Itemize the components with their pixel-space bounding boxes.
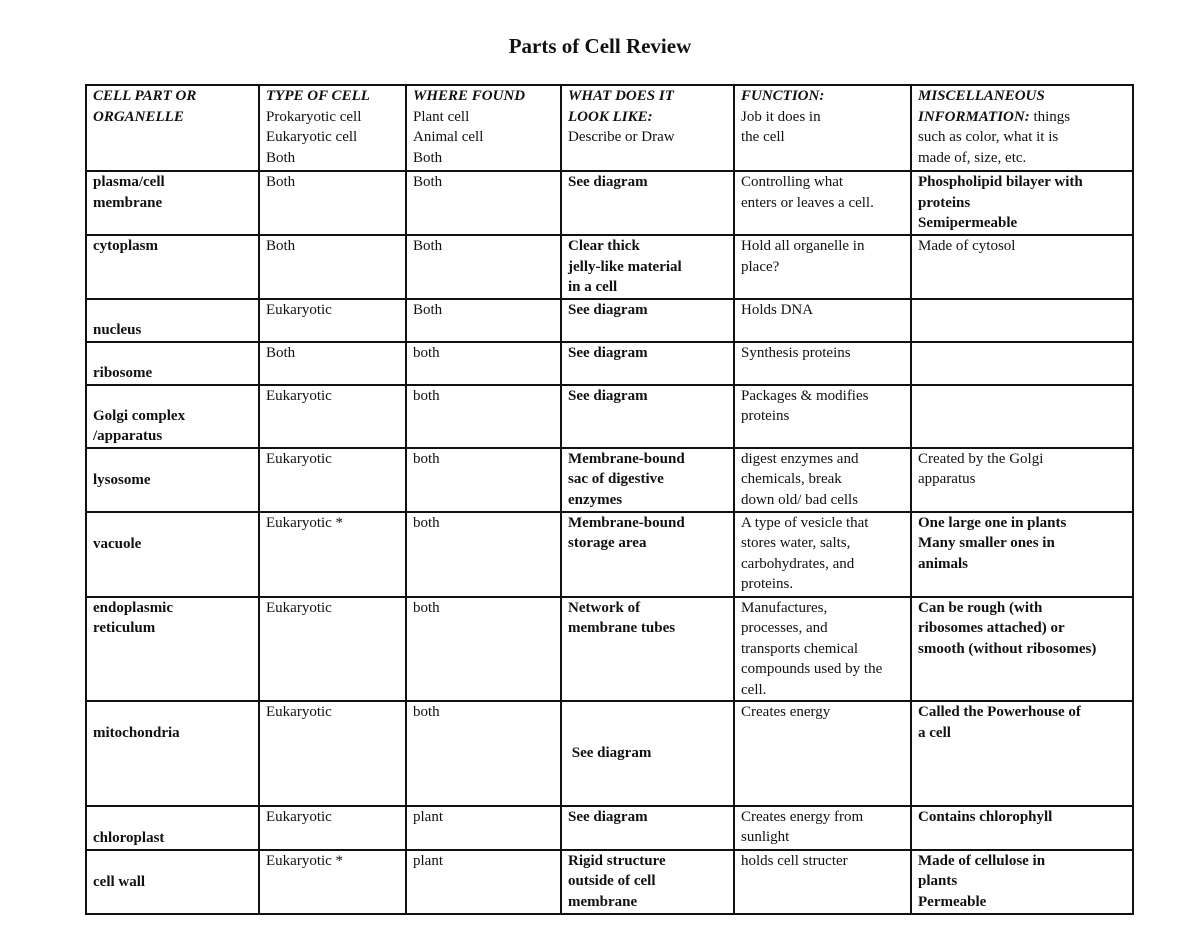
look-line: enzymes (568, 491, 623, 508)
table-row (86, 597, 1133, 702)
part-line: cytoplasm (93, 238, 158, 254)
function-cell (734, 342, 911, 385)
misc-cell (911, 235, 1133, 299)
misc-line: Made of cytosol (918, 238, 1016, 254)
part-line: reticulum (93, 620, 156, 636)
part-line: chloroplast (93, 830, 165, 846)
header-where-option: Animal cell (413, 129, 484, 145)
header-function-sub-1: Job it does in (741, 108, 821, 125)
function-line: down old/ bad cells (741, 491, 859, 508)
header-misc-label-2: INFORMATION: (918, 108, 1030, 125)
type-cell: Eukaryotic (259, 806, 406, 850)
header-where-option: Both (413, 149, 443, 166)
where-cell: both (406, 342, 561, 385)
look-line: outside of cell (568, 873, 656, 889)
look-line: See diagram (568, 301, 648, 318)
where-cell: plant (406, 850, 561, 914)
look-cell (561, 299, 734, 342)
function-cell (734, 171, 911, 235)
type-cell: Eukaryotic (259, 597, 406, 702)
part-cell (86, 342, 259, 385)
function-line: Holds DNA (741, 301, 814, 318)
look-cell (561, 235, 734, 299)
look-line: See diagram (568, 344, 648, 361)
look-cell (561, 597, 734, 702)
look-cell (561, 512, 734, 597)
function-line: Packages & modifies (741, 387, 869, 404)
function-line: carbohydrates, and (741, 555, 855, 572)
function-cell (734, 701, 911, 806)
function-cell (734, 512, 911, 597)
where-cell: both (406, 448, 561, 512)
table-row (86, 512, 1133, 597)
where-cell: both (406, 701, 561, 806)
look-line: Clear thick (568, 238, 640, 254)
look-line: See diagram (568, 745, 652, 761)
function-line: sunlight (741, 829, 790, 845)
header-type-option: Eukaryotic cell (266, 129, 358, 145)
misc-cell (911, 806, 1133, 850)
function-line: stores water, salts, (741, 535, 851, 551)
misc-line: apparatus (918, 471, 976, 487)
look-cell (561, 448, 734, 512)
header-cell-function (734, 85, 911, 171)
header-misc-label-tail: things (1029, 108, 1071, 125)
misc-line: plants (918, 873, 958, 889)
table-row (86, 701, 1133, 806)
part-line: /apparatus (93, 428, 163, 444)
misc-cell (911, 512, 1133, 597)
part-cell (86, 850, 259, 914)
function-cell (734, 850, 911, 914)
look-cell (561, 385, 734, 448)
table-row (86, 299, 1133, 342)
look-line: membrane (568, 893, 638, 910)
where-cell: both (406, 597, 561, 702)
type-cell: Eukaryotic (259, 385, 406, 448)
part-line: ribosome (93, 365, 153, 381)
function-line: Manufactures, (741, 599, 828, 616)
look-line: storage area (568, 535, 647, 551)
type-cell: Both (259, 342, 406, 385)
function-cell (734, 299, 911, 342)
look-cell (561, 806, 734, 850)
header-function-label: FUNCTION: (741, 88, 825, 104)
misc-line: Created by the Golgi (918, 450, 1044, 467)
function-line: transports chemical (741, 640, 859, 657)
part-line: vacuole (93, 535, 142, 552)
table-row (86, 850, 1133, 914)
misc-line: Semipermeable (918, 215, 1018, 231)
header-cell-misc (911, 85, 1133, 171)
look-line: Membrane-bound (568, 450, 685, 467)
look-line: Membrane-bound (568, 514, 685, 531)
part-line: plasma/cell (93, 174, 165, 190)
header-row (86, 85, 1133, 171)
look-line: in a cell (568, 279, 618, 295)
look-line: sac of digestive (568, 471, 664, 487)
look-line: See diagram (568, 174, 648, 190)
look-line: jelly-like material (568, 258, 682, 275)
part-cell (86, 235, 259, 299)
table-row (86, 448, 1133, 512)
header-look-line-1: WHAT DOES IT (568, 88, 674, 104)
part-line: Golgi complex (93, 407, 186, 424)
function-line: digest enzymes and (741, 450, 859, 467)
look-cell (561, 701, 734, 806)
misc-line: animals (918, 555, 969, 572)
type-cell: Eukaryotic (259, 701, 406, 806)
function-cell (734, 597, 911, 702)
header-misc-line-2 (918, 107, 1126, 128)
type-cell: Eukaryotic (259, 448, 406, 512)
function-line: cell. (741, 681, 767, 698)
part-cell (86, 701, 259, 806)
part-cell (86, 171, 259, 235)
table-row (86, 235, 1133, 299)
part-line: endoplasmic (93, 599, 174, 616)
header-type-option: Both (266, 149, 296, 166)
header-cell-where (406, 85, 561, 171)
look-cell (561, 342, 734, 385)
part-cell (86, 385, 259, 448)
header-part-line-2: ORGANELLE (93, 108, 184, 125)
header-misc-line-1: MISCELLANEOUS (918, 88, 1045, 104)
function-line: proteins (741, 408, 790, 424)
misc-cell (911, 299, 1133, 342)
where-cell: both (406, 385, 561, 448)
header-look-sub: Describe or Draw (568, 129, 675, 145)
function-cell (734, 806, 911, 850)
look-cell (561, 850, 734, 914)
part-line: mitochondria (93, 725, 180, 741)
function-line: holds cell structer (741, 852, 848, 869)
page-title: Parts of Cell Review (508, 34, 692, 58)
misc-cell (911, 701, 1133, 806)
misc-cell (911, 385, 1133, 448)
function-line: place? (741, 258, 780, 275)
misc-line: Phospholipid bilayer with (918, 174, 1083, 190)
type-cell: Eukaryotic * (259, 512, 406, 597)
header-misc-sub-2: made of, size, etc. (918, 149, 1027, 166)
misc-cell (911, 171, 1133, 235)
header-misc-sub-1: such as color, what it is (918, 129, 1059, 145)
function-cell (734, 385, 911, 448)
where-cell: plant (406, 806, 561, 850)
where-cell: both (406, 512, 561, 597)
function-line: enters or leaves a cell. (741, 194, 874, 211)
type-cell: Eukaryotic (259, 299, 406, 342)
table-row (86, 806, 1133, 850)
header-cell-look (561, 85, 734, 171)
misc-line: One large one in plants (918, 514, 1067, 531)
table-row (86, 171, 1133, 235)
header-where-label: WHERE FOUND (413, 88, 526, 104)
header-cell-type (259, 85, 406, 171)
header-cell-part (86, 85, 259, 171)
part-line: nucleus (93, 322, 142, 338)
part-line: membrane (93, 194, 163, 211)
header-look-line-2: LOOK LIKE: (568, 108, 653, 125)
part-cell (86, 448, 259, 512)
misc-cell (911, 448, 1133, 512)
function-line: Creates energy (741, 704, 831, 720)
look-line: Network of (568, 599, 641, 616)
part-cell (86, 512, 259, 597)
misc-line: smooth (without ribosomes) (918, 640, 1097, 657)
function-cell (734, 448, 911, 512)
part-cell (86, 597, 259, 702)
part-cell (86, 299, 259, 342)
function-line: Hold all organelle in (741, 238, 865, 254)
part-cell (86, 806, 259, 850)
header-part-line-1: CELL PART OR (93, 88, 197, 104)
header-type-option: Prokaryotic cell (266, 108, 362, 125)
misc-line: Permeable (918, 893, 987, 910)
part-line: cell wall (93, 873, 146, 890)
look-line: membrane tubes (568, 620, 676, 636)
function-line: Synthesis proteins (741, 344, 851, 361)
misc-line: ribosomes attached) or (918, 620, 1065, 636)
function-line: Controlling what (741, 174, 844, 190)
misc-line: Many smaller ones in (918, 535, 1055, 551)
cell-review-table (85, 84, 1134, 915)
table-row (86, 385, 1133, 448)
look-line: See diagram (568, 387, 648, 404)
function-line: compounds used by the (741, 661, 883, 677)
misc-line: proteins (918, 194, 971, 211)
function-line: chemicals, break (741, 471, 842, 487)
look-line: See diagram (568, 808, 648, 825)
function-cell (734, 235, 911, 299)
look-line: Rigid structure (568, 852, 666, 869)
header-function-sub-2: the cell (741, 129, 785, 145)
part-line: lysosome (93, 471, 151, 488)
function-line: proteins. (741, 576, 794, 592)
misc-line: Made of cellulose in (918, 852, 1046, 869)
where-cell: Both (406, 299, 561, 342)
function-line: processes, and (741, 620, 828, 636)
misc-line: Contains chlorophyll (918, 808, 1053, 825)
misc-line: Can be rough (with (918, 599, 1043, 616)
misc-line: Called the Powerhouse of (918, 704, 1081, 720)
misc-cell (911, 850, 1133, 914)
misc-line: a cell (918, 724, 951, 741)
type-cell: Eukaryotic * (259, 850, 406, 914)
header-where-option: Plant cell (413, 108, 470, 125)
function-line: Creates energy from (741, 808, 864, 825)
table-row (86, 342, 1133, 385)
where-cell: Both (406, 235, 561, 299)
look-cell (561, 171, 734, 235)
misc-cell (911, 342, 1133, 385)
header-type-label: TYPE OF CELL (266, 88, 370, 104)
misc-cell (911, 597, 1133, 702)
type-cell: Both (259, 235, 406, 299)
type-cell: Both (259, 171, 406, 235)
function-line: A type of vesicle that (741, 514, 869, 531)
where-cell: Both (406, 171, 561, 235)
